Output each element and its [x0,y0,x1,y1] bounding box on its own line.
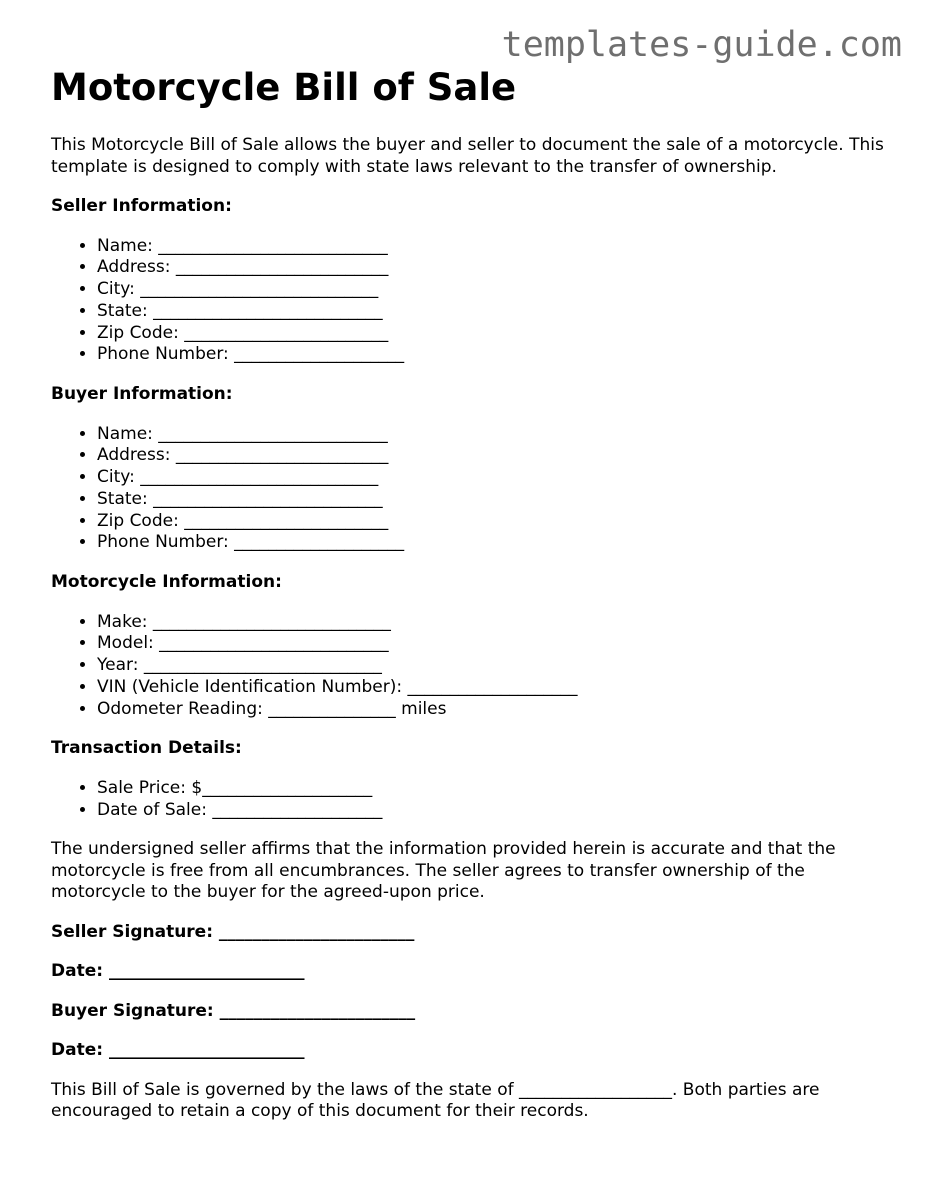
closing-paragraph: This Bill of Sale is governed by the laws of the state of __________________. Both parties are encouraged to retain a copy of this document for their records. [51,1079,820,1122]
seller-info-list [51,236,891,367]
transaction-info-list [51,778,891,822]
seller-zip-field: • Zip Code: ________________________ [97,323,891,345]
buyer-date-line: Date: _______________________ [51,1040,305,1061]
buyer-section-heading: Buyer Information: [51,384,233,404]
sale-date-field: • Date of Sale: ____________________ [97,800,891,822]
seller-date-line: Date: _______________________ [51,961,305,982]
buyer-info-list [51,424,891,555]
motorcycle-info-list [51,612,891,721]
buyer-zip-field: • Zip Code: ________________________ [97,511,891,533]
buyer-signature-line: Buyer Signature: _______________________ [51,1000,416,1021]
document-body [51,66,891,1123]
seller-phone-field: • Phone Number: ____________________ [97,344,891,366]
motorcycle-make-field: • Make: ____________________________ [97,612,891,634]
buyer-city-field: • City: ____________________________ [97,467,891,489]
seller-section-heading: Seller Information: [51,196,232,216]
motorcycle-vin-field: • VIN (Vehicle Identification Number): ____________________ [97,677,891,699]
intro-paragraph: This Motorcycle Bill of Sale allows the buyer and seller to document the sale of a motorcycle. This template is designed to comply with state laws relevant to the transfer of ownership. [51,135,884,177]
watermark: templates-guide.com [501,25,902,65]
motorcycle-model-field: • Model: ___________________________ [97,633,891,655]
seller-address-field: • Address: _________________________ [97,257,891,279]
seller-signature-line: Seller Signature: _______________________ [51,921,415,942]
buyer-name-field: • Name: ___________________________ [97,424,891,446]
motorcycle-section-heading: Motorcycle Information: [51,572,282,592]
buyer-address-field: • Address: _________________________ [97,445,891,467]
seller-state-field: • State: ___________________________ [97,301,891,323]
buyer-phone-field: • Phone Number: ____________________ [97,532,891,554]
document-title: Motorcycle Bill of Sale [51,66,517,109]
sale-price-field: • Sale Price: $____________________ [97,778,891,800]
transaction-section-heading: Transaction Details: [51,738,242,759]
seller-name-field: • Name: ___________________________ [97,236,891,258]
buyer-state-field: • State: ___________________________ [97,489,891,511]
motorcycle-odometer-field: • Odometer Reading: _______________ miles [97,699,891,721]
affirmation-paragraph: The undersigned seller affirms that the information provided herein is accurate and that the motorcycle is free from all encumbrances. The seller agrees to transfer ownership of the motorcycle to the buyer for the agreed-upon price. [51,839,836,903]
motorcycle-year-field: • Year: ____________________________ [97,655,891,677]
seller-city-field: • City: ____________________________ [97,279,891,301]
